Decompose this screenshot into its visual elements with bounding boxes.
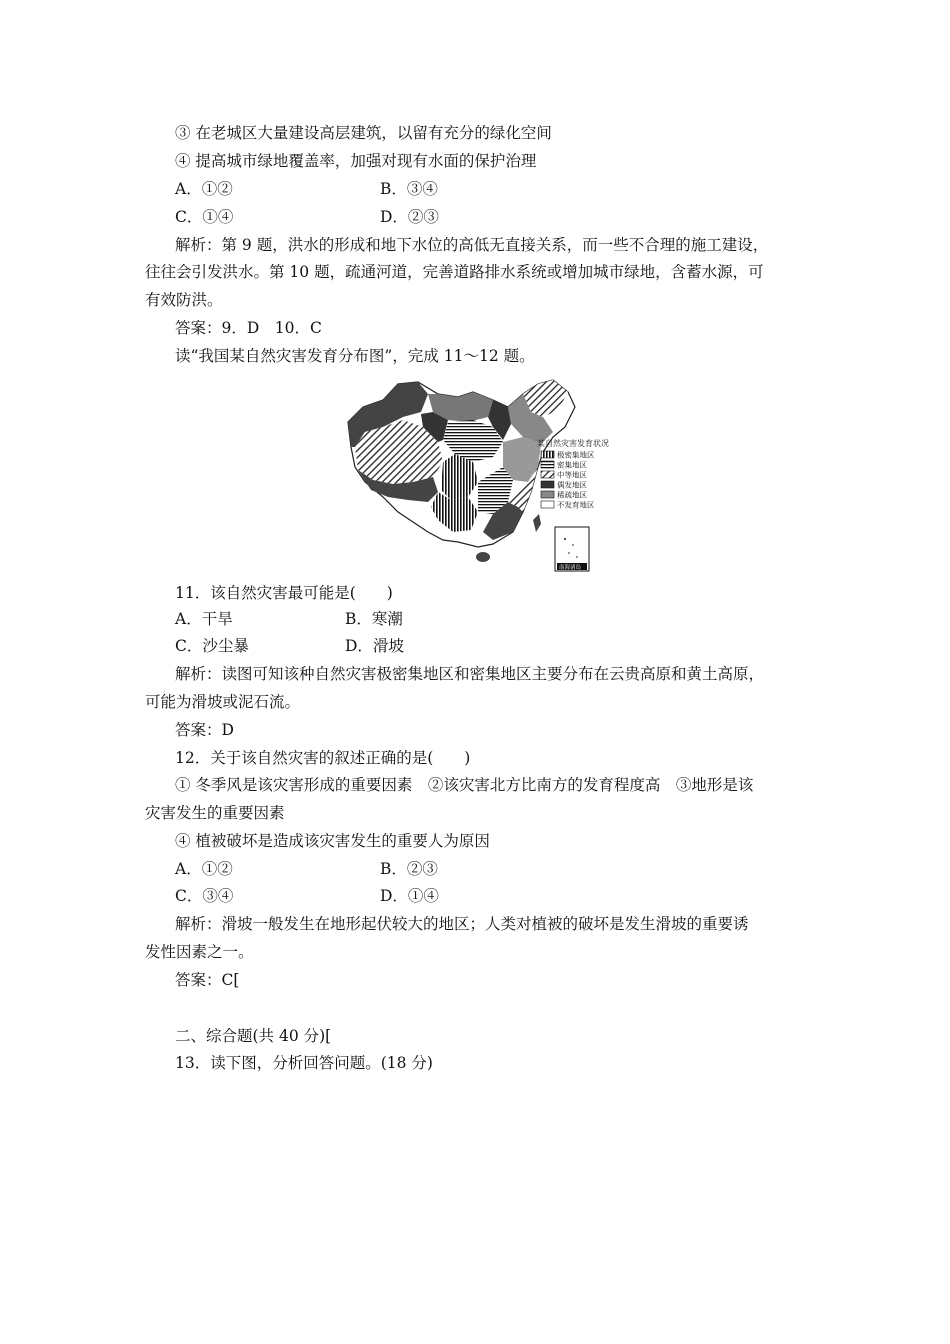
q12-option-c: C．③④ <box>175 887 234 905</box>
legend-swatch-6 <box>541 501 554 508</box>
legend-label-3: 中等地区 <box>557 470 587 480</box>
q12-statements-line1: ① 冬季风是该灾害形成的重要因素 ②该灾害北方比南方的发育程度高 ③地形是该 <box>175 776 754 794</box>
q12-options-row1 <box>175 859 575 879</box>
answer-9-10: 答案：9．D 10．C <box>175 319 322 337</box>
analysis-12-line1: 解析：滑坡一般发生在地形起伏较大的地区；人类对植被的破坏是发生滑坡的重要诱 <box>175 915 749 933</box>
q11-option-d: D．滑坡 <box>345 637 404 655</box>
option-line-3: ③ 在老城区大量建设高层建筑，以留有充分的绿化空间 <box>175 124 552 142</box>
q12-statements-line2: 灾害发生的重要因素 <box>145 804 285 822</box>
q11-options-row1 <box>175 609 475 629</box>
q12-options-row2 <box>175 886 575 906</box>
q10-option-c: C．①④ <box>175 208 234 226</box>
analysis-9-10-line1: 解析：第 9 题，洪水的形成和地下水位的高低无直接关系，而一些不合理的施工建设， <box>175 236 769 254</box>
q11-option-a: A．干旱 <box>175 610 233 628</box>
map-taiwan <box>533 514 541 532</box>
legend-label-2: 密集地区 <box>557 460 587 470</box>
read-map-instruction: 读“我国某自然灾害发育分布图”，完成 11～12 题。 <box>175 347 535 365</box>
legend-label-6: 不发育地区 <box>557 500 595 510</box>
legend-swatch-3 <box>541 471 554 478</box>
q11-option-b: B．寒潮 <box>345 610 403 628</box>
q12-statements-line3: ④ 植被破坏是造成该灾害发生的重要人为原因 <box>175 832 490 850</box>
q10-option-a: A．①② <box>175 180 233 198</box>
analysis-9-10-line3: 有效防洪。 <box>145 291 223 309</box>
q12-option-d: D．①④ <box>380 887 439 905</box>
legend-label-5: 稀疏地区 <box>557 490 587 500</box>
q10-options-row1 <box>175 179 575 199</box>
disaster-distribution-map <box>343 372 609 574</box>
q10-option-d: D．②③ <box>380 208 439 226</box>
south-china-sea-inset <box>555 527 589 571</box>
q11-options-row2 <box>175 636 475 656</box>
legend-label-1: 极密集地区 <box>557 450 595 460</box>
analysis-9-10-line2: 往往会引发洪水。第 10 题，疏通河道，完善道路排水系统或增加城市绿地，含蓄水源，可 <box>145 263 764 281</box>
legend-swatch-4 <box>541 481 554 488</box>
legend-label-4: 偶发地区 <box>557 480 587 490</box>
q11-option-c: C．沙尘暴 <box>175 637 249 655</box>
legend-swatch-5 <box>541 491 554 498</box>
answer-11: 答案：D <box>175 721 234 739</box>
option-line-4: ④ 提高城市绿地覆盖率，加强对现有水面的保护治理 <box>175 152 537 170</box>
answer-12: 答案：C[ <box>175 971 240 989</box>
q10-option-b: B．③④ <box>380 180 438 198</box>
q12-option-a: A．①② <box>175 860 233 878</box>
q12-option-b: B．②③ <box>380 860 438 878</box>
map-svg <box>343 372 609 574</box>
map-hainan <box>476 552 490 562</box>
question-13: 13．读下图，分析回答问题。(18 分) <box>175 1054 433 1072</box>
q10-options-row2 <box>175 207 575 227</box>
map-legend <box>537 438 609 510</box>
legend-title: 某自然灾害发育状况 <box>537 439 609 448</box>
analysis-12-line2: 发性因素之一。 <box>145 943 254 961</box>
legend-swatch-2 <box>541 461 554 468</box>
inset-label: 南海诸岛 <box>559 565 582 571</box>
analysis-11-line2: 可能为滑坡或泥石流。 <box>145 693 301 711</box>
analysis-11-line1: 解析：读图可知该种自然灾害极密集地区和密集地区主要分布在云贵高原和黄土高原， <box>175 665 765 683</box>
question-11: 11．该自然灾害最可能是( ) <box>175 584 393 602</box>
question-12: 12．关于该自然灾害的叙述正确的是( ) <box>175 749 471 767</box>
section-2-heading: 二、综合题(共 40 分)[ <box>175 1027 332 1045</box>
legend-swatch-1 <box>541 451 554 458</box>
